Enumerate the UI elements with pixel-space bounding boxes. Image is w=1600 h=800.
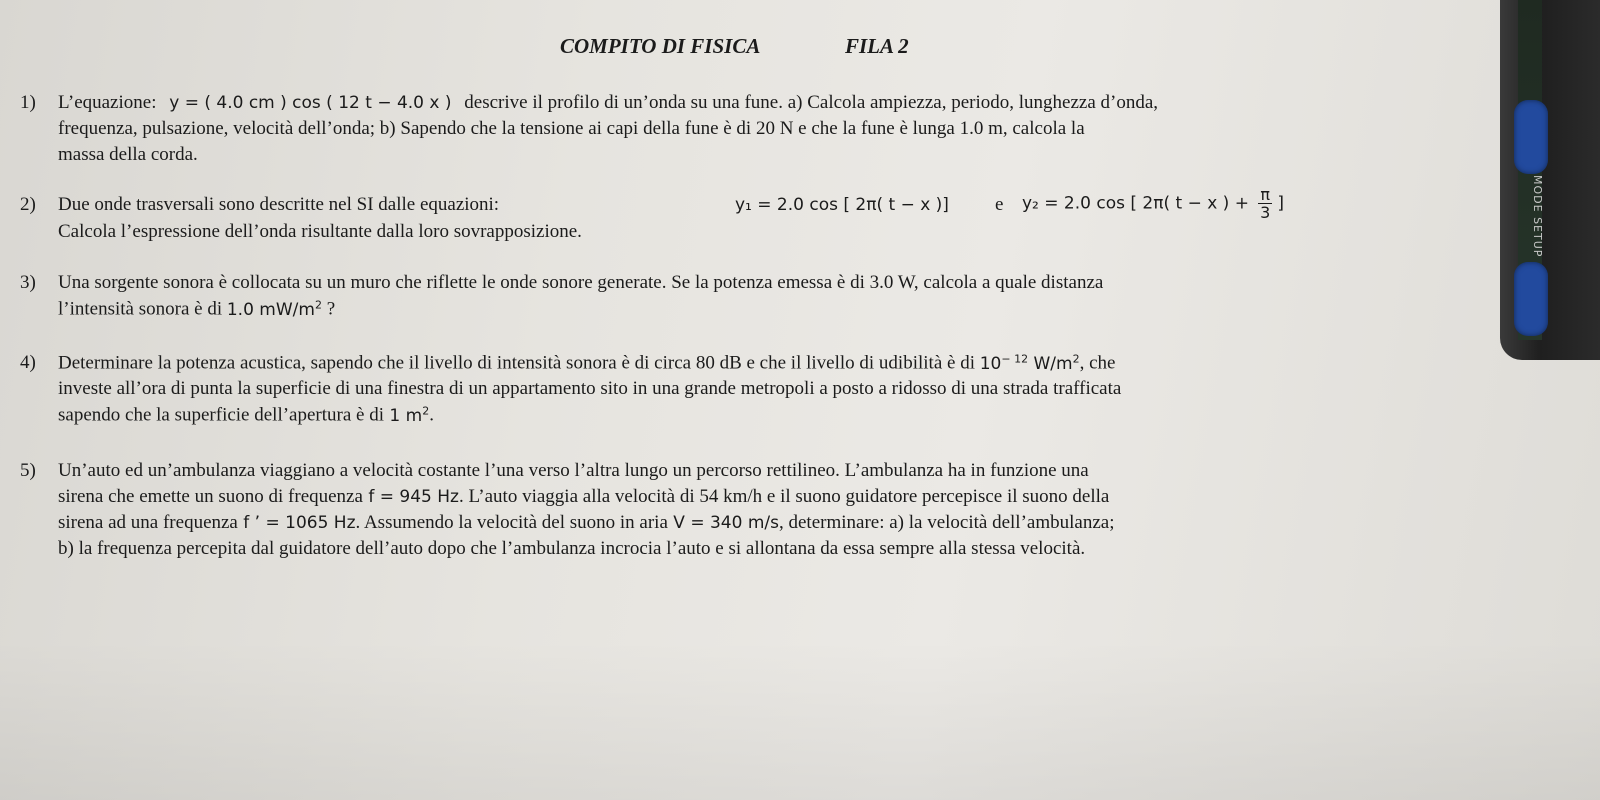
q5-text-b2: . L’auto viaggia alla velocità di 54 km/h e il suono guidatore percepisce il suono della <box>458 486 1110 507</box>
q2-equation-1: y₁ = 2.0 cos [ 2π( t − x )] <box>735 195 949 215</box>
q4-area: 1 m <box>384 405 423 426</box>
q2-fraction <box>1258 186 1272 221</box>
q3-intensity-value <box>227 300 322 320</box>
q2-conjunction: e <box>995 194 1004 215</box>
q5-text-b1: sirena che emette un suono di frequenza <box>58 486 363 507</box>
q4-line3 <box>58 404 434 427</box>
q4-text-a2: , che <box>1079 352 1116 374</box>
q4-period: . <box>429 404 434 426</box>
q4-base: 10 <box>979 353 1002 374</box>
q1-line3: massa della corda. <box>58 144 198 165</box>
q2-fraction-numerator: π <box>1260 185 1271 204</box>
q5-sound-speed: V = 340 m/s <box>667 513 779 533</box>
q3-value: 1.0 mW/m <box>226 299 315 320</box>
q2-fraction-denominator: 3 <box>1260 203 1271 222</box>
q5-perceived-frequency: f ’ = 1065 Hz <box>237 513 356 533</box>
q5-text-c2: . Assumendo la velocità del suono in aria <box>355 512 668 533</box>
q5-text-c1: sirena ad una frequenza <box>58 512 238 533</box>
q2-equation-2-main: y₂ = 2.0 cos [ 2π( t − x ) + <box>1022 193 1249 214</box>
q3-number: 3) <box>20 272 36 293</box>
q4-unit-exponent: 2 <box>1072 352 1080 365</box>
q1-line2: frequenza, pulsazione, velocità dell’onda; b) Sapendo che la tensione ai capi della fune è di 20 N e che la fune è lunga 1.0 m, calcola la <box>58 118 1085 139</box>
q5-line3 <box>58 512 1114 534</box>
q5-line2 <box>58 486 1109 508</box>
calculator-label: MODE SETUP <box>1531 175 1544 258</box>
q3-line2 <box>58 298 335 321</box>
q2-intro: Due onde trasversali sono descritte nel SI dalle equazioni: <box>58 194 500 215</box>
q4-text-a: Determinare la potenza acustica, sapendo che il livello di intensità sonora è di circa 80 dB e che il livello di udibilità è di <box>58 352 975 374</box>
q1-line1 <box>58 92 1158 114</box>
q4-number: 4) <box>20 352 36 373</box>
q4-threshold-value <box>980 354 1080 374</box>
q5-frequency-value: f = 945 Hz <box>362 487 459 507</box>
q2-number: 2) <box>20 194 36 215</box>
q4-line2: investe all’ora di punta la superficie di una finestra di un appartamento sito in una grande metropoli a posto a ridosso di una strada trafficata <box>58 378 1122 399</box>
q4-text-c: sapendo che la superficie dell’apertura è di <box>58 404 385 426</box>
page-title: COMPITO DI FISICA <box>560 34 761 58</box>
q4-area-exponent: 2 <box>422 404 430 417</box>
q3-exponent: 2 <box>314 298 322 311</box>
q4-area-value <box>384 406 429 426</box>
q1-text-a: descrive il profilo di un’onda su una fune. a) Calcola ampiezza, periodo, lunghezza d’onda, <box>464 92 1159 113</box>
q4-line1 <box>58 352 1115 375</box>
q5-text-c3: , determinare: a) la velocità dell’ambulanza; <box>778 512 1115 533</box>
q1-equation: y = ( 4.0 cm ) cos ( 12 t − 4.0 x ) <box>169 93 452 113</box>
exam-row-label: FILA 2 <box>845 34 909 58</box>
q2-bracket: ] <box>1277 193 1285 214</box>
q5-number: 5) <box>20 460 36 481</box>
q1-intro: L’equazione: <box>58 92 157 113</box>
q5-line4: b) la frequenza percepita dal guidatore dell’auto dopo che l’ambulanza incrocia l’auto e si allontana da essa sempre alla stessa velocità. <box>58 538 1086 559</box>
q2-line2: Calcola l’espressione dell’onda risultante dalla loro sovrapposizione. <box>58 221 582 242</box>
q3-line1: Una sorgente sonora è collocata su un muro che riflette le onde sonore generate. Se la potenza emessa è di 3.0 W, calcola a quale distanza <box>58 272 1104 293</box>
q2-equation-2 <box>1022 186 1284 221</box>
q4-unit: W/m <box>1028 353 1073 374</box>
q3-text: l’intensità sonora è di <box>58 298 223 320</box>
q5-line1: Un’auto ed un’ambulanza viaggiano a velocità costante l’una verso l’altra lungo un percorso rettilineo. L’ambulanza ha in funzione una <box>58 460 1089 481</box>
q3-question-mark: ? <box>321 298 336 320</box>
q4-exponent: − 12 <box>1001 352 1029 365</box>
q1-number: 1) <box>20 92 36 113</box>
